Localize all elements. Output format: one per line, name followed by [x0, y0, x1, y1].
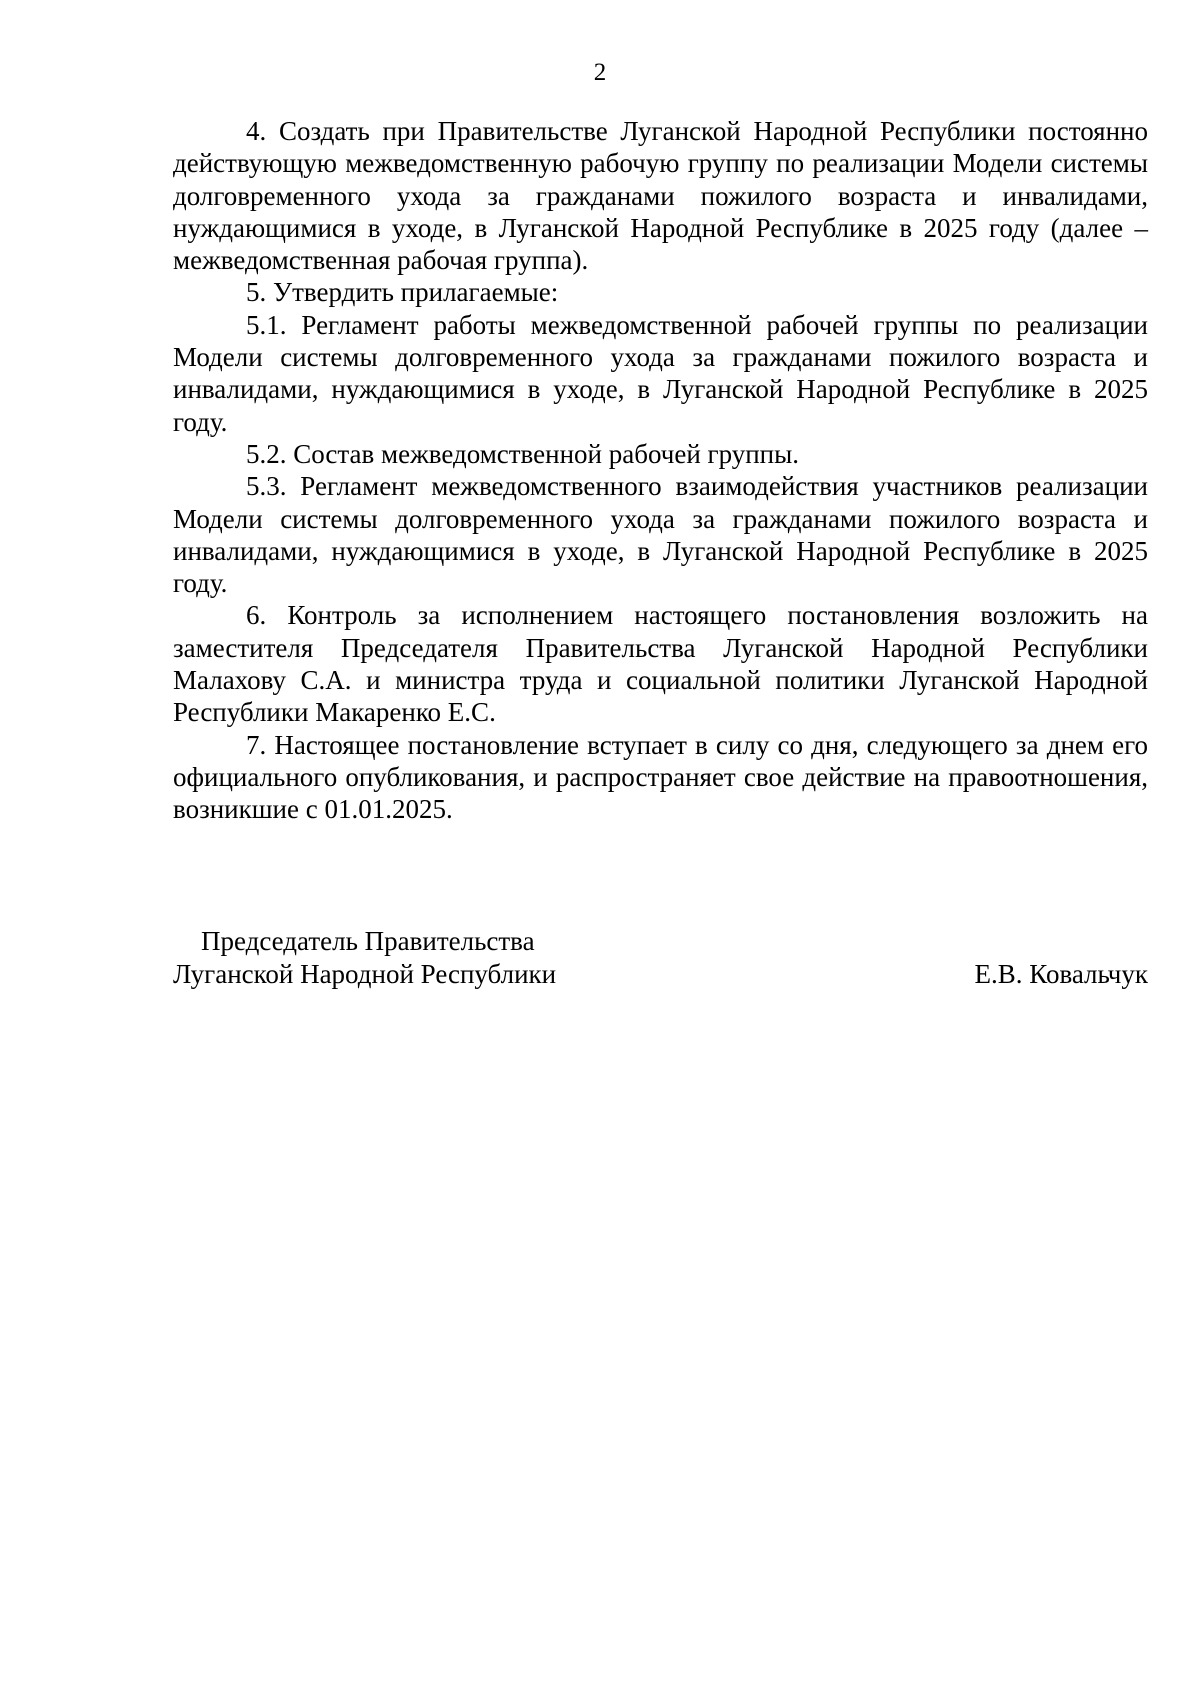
- paragraph-5-3: 5.3. Регламент межведомственного взаимодействия участников реализации Модели системы долговременного ухода за гражданами пожилого возраста и инвалидами, нуждающимися в уходе, в Луганской Народной Республике в 2025 году.: [173, 471, 1148, 599]
- signature-row: [173, 958, 1148, 991]
- signatory-name: Е.В. Ковальчук: [974, 959, 1148, 989]
- signatory-title-line1: Председатель Правительства: [201, 926, 535, 956]
- signatory-title-line2: Луганской Народной Республики: [173, 959, 557, 989]
- document-body: [173, 115, 1148, 826]
- paragraph-6: 6. Контроль за исполнением настоящего постановления возложить на заместителя Председателя Правительства Луганской Народной Республики Малахову С.А. и министра труда и социальной политики Луганской Народной Республики Макаренко Е.С.: [173, 600, 1148, 728]
- page-number: 2: [593, 59, 607, 86]
- paragraph-5-2: 5.2. Состав межведомственной рабочей группы.: [246, 438, 800, 469]
- paragraph-5: 5. Утвердить прилагаемые:: [246, 277, 559, 308]
- paragraph-5-1: 5.1. Регламент работы межведомственной рабочей группы по реализации Модели системы долговременного ухода за гражданами пожилого возраста и инвалидами, нуждающимися в уходе, в Луганской Народной Республике в 2025 году.: [173, 309, 1148, 437]
- paragraph-4: 4. Создать при Правительстве Луганской Народной Республики постоянно действующую межведомственную рабочую группу по реализации Модели системы долговременного ухода за гражданами пожилого возраста и инвалидами, нуждающимися в уходе, в Луганской Народной Республике в 2025 году (далее – межведомственная рабочая группа).: [173, 116, 1148, 276]
- signature-block: [173, 925, 1148, 991]
- paragraph-7: 7. Настоящее постановление вступает в силу со дня, следующего за днем его официального опубликования, и распространяет свое действие на правоотношения, возникшие с 01.01.2025.: [173, 729, 1148, 825]
